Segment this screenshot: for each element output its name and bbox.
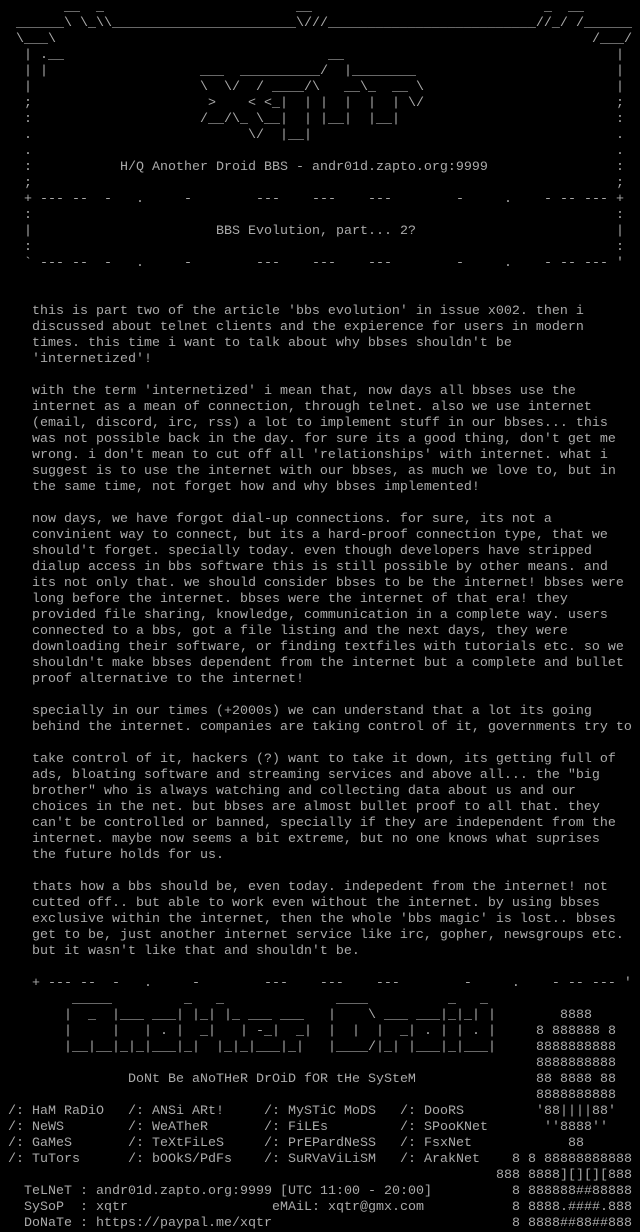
article-paragraph: thats how a bbs should be, even today. indepedent from the internet! not cutted off.. but able to work even without the internet. by using bbses exclusive within the internet, then the whole 'bbs magic' is lost.. bbses get to be, just another internet service like irc, gopher, newsgroups etc. but it wasn't like that and shouldn't be. — [32, 880, 624, 959]
header-art-fragment: | — [320, 96, 328, 111]
header-art-fragment: | — [304, 96, 312, 111]
header-art-fragment: .__ — [40, 48, 64, 63]
header-art-fragment: --- — [40, 192, 64, 207]
skull-art-fragment: 8888 — [560, 1072, 592, 1087]
header-art-fragment: \ — [416, 80, 424, 95]
skull-art-fragment: 8888##88##888 — [528, 1216, 632, 1231]
header-art-fragment: | — [616, 224, 624, 239]
header-art-fragment: . — [504, 192, 512, 207]
header-art-fragment: | — [40, 64, 48, 79]
logo-art-fragment: _____ — [72, 992, 112, 1007]
skull-art-fragment: 888888 — [552, 1024, 600, 1039]
logo-art-fragment: | — [376, 1024, 384, 1039]
menu-item[interactable] — [264, 1120, 328, 1136]
article-paragraph: specially in our times (+2000s) we can understand that a lot its going behind the internet. companies are taking control of it, governments try to take control of it, hackers (?) want to take it down, its getting full of ads, bloating software and streaming services and above all... the "big brother" who is always watching and collecting data about us and our choices in the net. but bbses are almost bullet proof to all that. they can't be controlled or banned, specially if they are independent from the internet. maybe now seems a bit extreme, but no one knows what suprises the future holds for us. — [32, 704, 632, 863]
skull-art-fragment: 88 — [568, 1136, 584, 1151]
header-art-fragment: | — [24, 80, 32, 95]
header-art-fragment: /__/\_ — [200, 112, 248, 127]
logo-art-fragment: |_|_|___|_| — [216, 1040, 304, 1055]
menu-bullet-icon: /: — [8, 1104, 24, 1119]
header-art-fragment: > — [208, 96, 216, 111]
menu-bullet-icon: /: — [400, 1104, 416, 1119]
header-art-fragment: __ — [568, 0, 584, 15]
header-art-fragment: / — [256, 80, 264, 95]
article-paragraph: now days, we have forgot dial-up connections. for sure, its not a convinient way to connect, but its a hard-proof connection type, that we should't forget. specially today. even though developers have stripped dialup access in bbs software this is still possible by other means. and its not only that. we should consider bbses to be the internet! bbses were long before the internet. bbses were the internet of that era! they provided file sharing, knowledge, communication in a complete way. users connected to a bbs, got a file listing and the next days, they were downloading their software, or finding textfiles with tutorials etc. so we shouldn't make bbses dependent from the internet but a complete and bullet proof alternative to the internet! — [32, 512, 624, 687]
header-art-fragment: | — [24, 64, 32, 79]
header-art-fragment: ` — [24, 256, 32, 271]
header-art-fragment: --- — [368, 256, 392, 271]
header-art-fragment: |__| — [280, 128, 312, 143]
menu-item-label: DooRS — [424, 1104, 464, 1119]
logo-art-fragment: |____/|_| — [328, 1040, 400, 1055]
header-art-fragment: | — [616, 64, 624, 79]
logo-art-fragment: | — [144, 1024, 152, 1039]
logo-art-fragment: _| — [400, 1024, 416, 1039]
menu-item[interactable] — [264, 1152, 376, 1168]
menu-item[interactable] — [8, 1120, 64, 1136]
header-art-fragment: ; — [616, 96, 624, 111]
header-art-fragment: | — [344, 96, 352, 111]
header-art-fragment: ___ — [200, 64, 224, 79]
header-art-fragment: ; — [24, 96, 32, 111]
header-art-fragment: : — [616, 208, 624, 223]
header-art-fragment: | — [392, 96, 400, 111]
header-art-fragment: ____/\ — [272, 80, 320, 95]
menu-item-label: TuTors — [32, 1152, 80, 1167]
telnet-address[interactable]: andr01d.zapto.org:9999 — [96, 1184, 272, 1199]
header-art-fragment: --- — [256, 192, 280, 207]
skull-art-fragment: 8888 — [560, 1008, 592, 1023]
menu-bullet-icon: /: — [128, 1104, 144, 1119]
header-art-fragment: -- — [560, 256, 576, 271]
skull-art-fragment: 888 — [496, 1168, 520, 1183]
logo-art-fragment: _| — [296, 1024, 312, 1039]
menu-item-label: PrEPardNeSS — [288, 1136, 376, 1151]
header-art-fragment: --- — [312, 192, 336, 207]
email-label: eMAiL: — [272, 1200, 320, 1215]
header-art-fragment: : — [24, 160, 32, 175]
menu-bullet-icon: /: — [400, 1152, 416, 1167]
skull-art-fragment: 88 — [600, 1072, 616, 1087]
separator: : — [80, 1184, 88, 1199]
menu-item-label: SPooKNet — [424, 1120, 488, 1135]
header-art-fragment: + — [24, 192, 32, 207]
menu-item[interactable] — [400, 1104, 464, 1120]
logo-art-fragment: \ — [368, 1008, 376, 1023]
header-art-fragment: --- — [584, 256, 608, 271]
header-art-fragment: | — [616, 48, 624, 63]
header-art-fragment: __ — [64, 0, 80, 15]
header-art-fragment: |__| — [320, 112, 352, 127]
header-art-fragment: - — [104, 192, 112, 207]
skull-art-fragment: 8888888888 — [536, 1056, 616, 1071]
logo-art-fragment: | — [64, 1008, 72, 1023]
header-art-fragment: \/ — [248, 128, 264, 143]
header-art-fragment: . — [24, 128, 32, 143]
menu-item[interactable] — [128, 1104, 224, 1120]
open-hours: [UTC 11:00 - 20:00] — [280, 1184, 432, 1199]
header-art-fragment: ______\ — [16, 16, 72, 31]
logo-art-fragment: | — [240, 1024, 248, 1039]
logo-art-fragment: | — [328, 1024, 336, 1039]
separator: : — [80, 1216, 88, 1231]
sysop-name: xqtr — [96, 1200, 128, 1215]
logo-art-fragment: _ — [448, 992, 456, 1007]
menu-bullet-icon: /: — [128, 1136, 144, 1151]
logo-art-fragment: ___| — [152, 1008, 184, 1023]
logo-art-fragment: ___ — [248, 1008, 272, 1023]
article-title: BBS Evolution, part... 2? — [216, 224, 416, 239]
skull-art-fragment: 8888][][][888 — [528, 1168, 632, 1183]
menu-item[interactable] — [400, 1136, 472, 1152]
header-art-fragment: : — [616, 112, 624, 127]
menu-item-label: ANSi ARt! — [152, 1104, 224, 1119]
header-art-fragment: : — [24, 112, 32, 127]
logo-art-fragment: |___ — [112, 1008, 144, 1023]
menu-item[interactable] — [8, 1136, 72, 1152]
menu-item[interactable] — [264, 1104, 376, 1120]
menu-item[interactable] — [8, 1152, 80, 1168]
header-art-fragment: -- — [560, 192, 576, 207]
header-art-fragment: + — [616, 192, 624, 207]
header-art-fragment: : — [24, 208, 32, 223]
header-art-fragment: | — [616, 80, 624, 95]
menu-item[interactable] — [8, 1104, 104, 1120]
header-art-fragment: \/ — [408, 96, 424, 111]
header-art-fragment: /______ — [576, 16, 632, 31]
header-art-fragment: - — [184, 256, 192, 271]
telnet-label: TeLNeT — [24, 1184, 72, 1199]
header-art-fragment: . — [616, 144, 624, 159]
header-art-fragment: _ — [96, 0, 104, 15]
separator: : — [80, 1200, 88, 1215]
logo-art-fragment: ___|_|_| — [416, 1008, 480, 1023]
menu-item-label: HaM RaDiO — [32, 1104, 104, 1119]
logo-art-fragment: _ — [216, 992, 224, 1007]
menu-item-label: ArakNet — [424, 1152, 480, 1167]
donate-link[interactable]: https://paypal.me/xqtr — [96, 1216, 272, 1231]
logo-art-fragment: _ — [184, 992, 192, 1007]
menu-item[interactable] — [128, 1120, 208, 1136]
header-art-fragment: | — [24, 48, 32, 63]
header-art-fragment: : — [616, 240, 624, 255]
header-art-fragment: |________ — [344, 64, 416, 79]
menu-bullet-icon: /: — [128, 1152, 144, 1167]
header-art-fragment: __ — [328, 48, 344, 63]
menu-bullet-icon: /: — [264, 1104, 280, 1119]
header-art-fragment: | — [24, 224, 32, 239]
header-art-fragment: --- — [584, 192, 608, 207]
sysop-label: SySoP — [24, 1200, 64, 1215]
logo-art-fragment: ___ — [384, 1008, 408, 1023]
logo-art-fragment: | — [456, 1024, 464, 1039]
skull-art-fragment: ''8888'' — [544, 1120, 608, 1135]
skull-art-fragment: 8 — [512, 1152, 520, 1167]
logo-art-fragment: |___|_|___| — [408, 1040, 496, 1055]
logo-art-fragment: ____ — [336, 992, 368, 1007]
header-art-fragment: | — [368, 96, 376, 111]
header-art-fragment: \_\\_______________________\///__________________________//_/ — [80, 16, 568, 31]
logo-art-fragment: | — [64, 1024, 72, 1039]
logo-art-fragment: ___ — [280, 1008, 304, 1023]
header-art-fragment: . — [616, 128, 624, 143]
skull-art-fragment: 8888.####.888 — [528, 1200, 632, 1215]
menu-item-label: SuRVaViLiSM — [288, 1152, 376, 1167]
header-art-fragment: __ — [296, 0, 312, 15]
header-art-fragment: _ — [544, 0, 552, 15]
logo-art-fragment: |_ — [224, 1008, 240, 1023]
logo-art-fragment: . — [424, 1024, 432, 1039]
skull-art-fragment: 8 — [512, 1200, 520, 1215]
menu-item[interactable] — [400, 1152, 480, 1168]
menu-item-label: TeXtFiLeS — [152, 1136, 224, 1151]
header-art-fragment: \ — [200, 80, 208, 95]
header-art-fragment: - — [544, 192, 552, 207]
article-paragraph: with the term 'internetized' i mean that, now days all bbses use the internet as a mean of connection, through telnet. also we use internet (email, discord, irc, rss) a lot to implement stuff in our bbses... this was not possible back in the day. for sure its a good thing, don't get me wrong. i don't mean to cut off all 'relationships' with internet. what i suggest is to use the internet with our bbses, as much we love to, but in the same time, not forget how and why bbses implemented! — [32, 384, 616, 495]
skull-art-fragment: 8 — [528, 1152, 536, 1167]
header-art-fragment: __\_ — [344, 80, 376, 95]
logo-art-fragment: | — [176, 1024, 184, 1039]
header-art-fragment: . — [136, 192, 144, 207]
tagline: DoNt Be aNoTHeR DrOiD fOR tHe SySteM — [128, 1072, 416, 1087]
skull-art-fragment: 8888888888 — [536, 1088, 616, 1103]
header-art-fragment: . — [504, 256, 512, 271]
header-art-fragment: <_| — [264, 96, 288, 111]
menu-bullet-icon: /: — [8, 1152, 24, 1167]
header-art-fragment: < — [248, 96, 256, 111]
menu-item[interactable] — [400, 1120, 488, 1136]
header-art-fragment: ' — [616, 256, 624, 271]
skull-art-fragment: 88888888888 — [544, 1152, 632, 1167]
header-art-fragment: ; — [616, 176, 624, 191]
menu-bullet-icon: /: — [128, 1120, 144, 1135]
header-art-fragment: - — [184, 192, 192, 207]
menu-item-label: FsxNet — [424, 1136, 472, 1151]
logo-art-fragment: |_| — [192, 1008, 216, 1023]
logo-art-fragment: _ — [480, 992, 488, 1007]
logo-art-fragment: | — [488, 1008, 496, 1023]
menu-item-label: bOOkS/PdFs — [152, 1152, 232, 1167]
logo-art-fragment: . — [160, 1024, 168, 1039]
header-art-fragment: /___/ — [592, 32, 632, 47]
logo-art-fragment: | — [440, 1024, 448, 1039]
logo-art-fragment: _ — [88, 1008, 96, 1023]
header-art-fragment: --- — [368, 192, 392, 207]
header-art-fragment: : — [24, 240, 32, 255]
logo-art-fragment: . — [472, 1024, 480, 1039]
skull-art-fragment: 8 — [512, 1184, 520, 1199]
logo-art-fragment: | — [352, 1024, 360, 1039]
header-art-fragment: - — [456, 256, 464, 271]
skull-art-fragment: '88||||88' — [536, 1104, 616, 1119]
header-art-fragment: --- — [256, 256, 280, 271]
menu-bullet-icon: /: — [400, 1120, 416, 1135]
header-art-fragment: -- — [72, 256, 88, 271]
menu-bullet-icon: /: — [264, 1152, 280, 1167]
header-art-fragment: __________/ — [240, 64, 328, 79]
footer-divider: + --- -- - . - --- --- --- - . - -- --- ' — [32, 976, 632, 991]
menu-bullet-icon: /: — [8, 1120, 24, 1135]
menu-item[interactable] — [264, 1136, 376, 1152]
logo-art-fragment: |__|__|_|_|___|_| — [64, 1040, 200, 1055]
skull-art-fragment: 8888888888 — [536, 1040, 616, 1055]
menu-item-label: NeWS — [32, 1120, 64, 1135]
menu-item-label: FiLEs — [288, 1120, 328, 1135]
skull-art-fragment: 8 — [608, 1024, 616, 1039]
header-art-fragment: \/ — [224, 80, 240, 95]
header-art-fragment: | — [304, 112, 312, 127]
header-art-fragment: . — [136, 256, 144, 271]
menu-item[interactable] — [128, 1152, 232, 1168]
skull-art-fragment: 8 — [536, 1024, 544, 1039]
header-art-fragment: - — [456, 192, 464, 207]
header-art-fragment: : — [616, 160, 624, 175]
logo-art-fragment: -_| — [256, 1024, 280, 1039]
header-art-fragment: --- — [40, 256, 64, 271]
menu-bullet-icon: /: — [264, 1120, 280, 1135]
menu-item-label: GaMeS — [32, 1136, 72, 1151]
header-art-fragment: ; — [24, 176, 32, 191]
logo-art-fragment: | — [112, 1024, 120, 1039]
header-art-fragment: - — [104, 256, 112, 271]
header-art-fragment: --- — [312, 256, 336, 271]
menu-bullet-icon: /: — [8, 1136, 24, 1151]
skull-art-fragment: 88 — [536, 1072, 552, 1087]
skull-art-fragment: 8 — [512, 1216, 520, 1231]
header-art-fragment: \___\ — [16, 32, 56, 47]
menu-bullet-icon: /: — [264, 1136, 280, 1151]
header-art-fragment: -- — [72, 192, 88, 207]
skull-art-fragment: 888888##88888 — [528, 1184, 632, 1199]
email-link[interactable]: xqtr@gmx.com — [328, 1200, 424, 1215]
donate-label: DoNaTe — [24, 1216, 72, 1231]
header-art-fragment: |__| — [368, 112, 400, 127]
menu-bullet-icon: /: — [400, 1136, 416, 1151]
bbs-address-line: H/Q Another Droid BBS - andr01d.zapto.org:9999 — [120, 160, 488, 175]
article-paragraph: this is part two of the article 'bbs evolution' in issue x002. then i discussed about telnet clients and the expierence for users in modern times. this time i want to talk about why bbses shouldn't be 'internetized'! — [32, 304, 584, 367]
header-art-fragment: \__| — [256, 112, 288, 127]
menu-item-label: WeATheR — [152, 1120, 208, 1135]
menu-item[interactable] — [128, 1136, 224, 1152]
header-art-fragment: . — [24, 144, 32, 159]
header-art-fragment: - — [544, 256, 552, 271]
logo-art-fragment: _| — [200, 1024, 216, 1039]
header-art-fragment: __ — [392, 80, 408, 95]
logo-art-fragment: | — [328, 1008, 336, 1023]
menu-item-label: MySTiC MoDS — [288, 1104, 376, 1119]
logo-art-fragment: | — [488, 1024, 496, 1039]
